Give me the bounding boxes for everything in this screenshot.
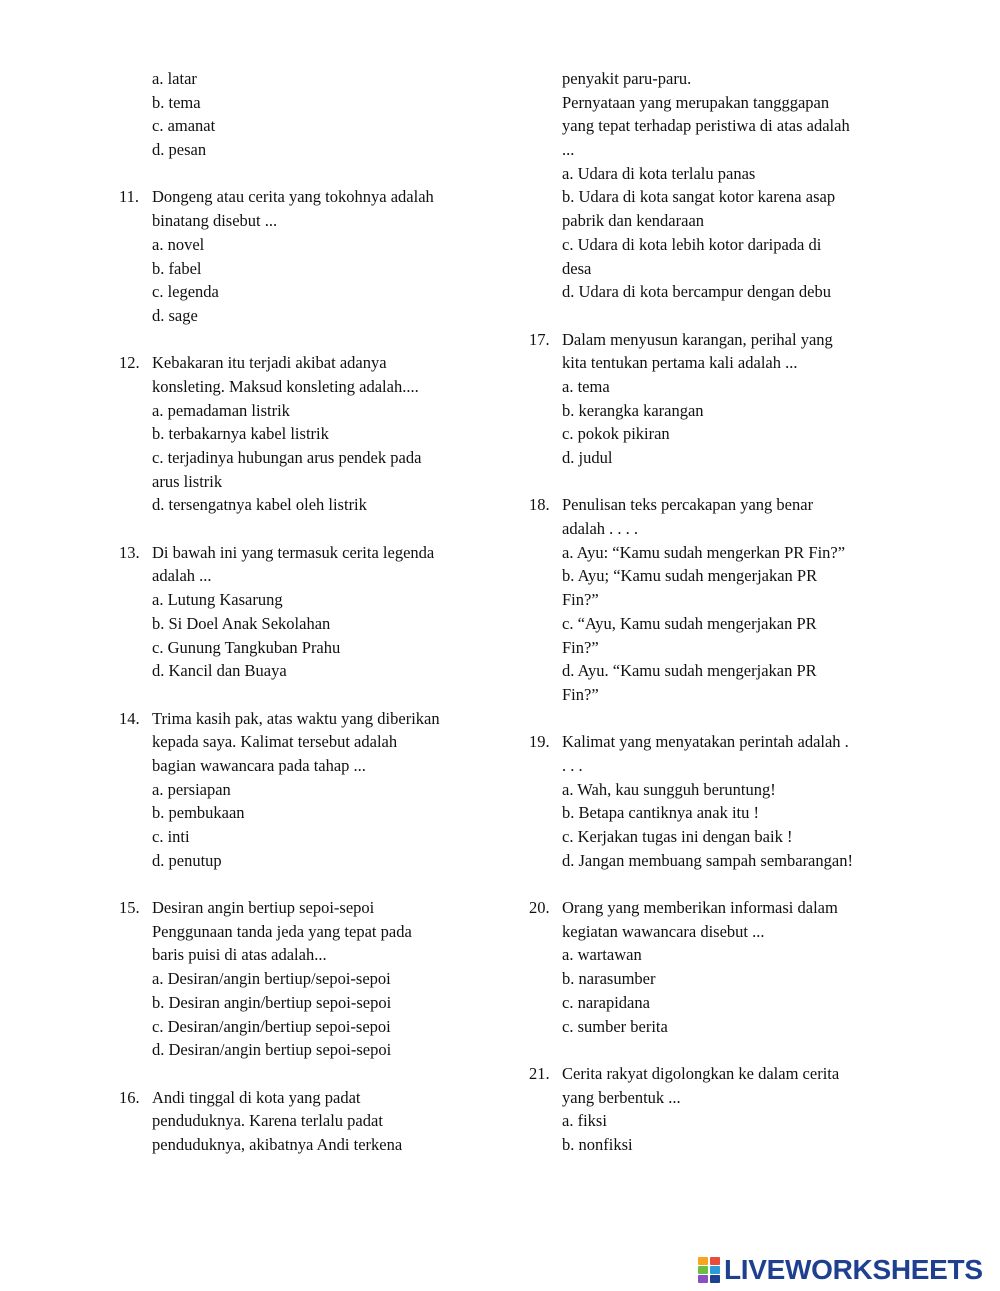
text-line: binatang disebut ... xyxy=(152,211,278,231)
question-stem xyxy=(529,896,909,920)
answer-option: b. Desiran angin/bertiup sepoi-sepoi xyxy=(152,992,392,1012)
text-line: konsleting. Maksud konsleting adalah.... xyxy=(152,376,419,396)
question-text: Orang yang memberikan informasi dalam xyxy=(562,898,838,918)
text-line: penduduknya, akibatnya Andi terkena xyxy=(152,1134,403,1154)
question-number: 18. xyxy=(529,495,550,515)
answer-option: d. tersengatnya kabel oleh listrik xyxy=(152,495,367,515)
answer-option: c. pokok pikiran xyxy=(562,424,670,444)
answer-option: c. “Ayu, Kamu sudah mengerjakan PR xyxy=(562,613,817,633)
text-line: adalah ... xyxy=(152,566,212,586)
text-line: Pernyataan yang merupakan tangggapan xyxy=(562,92,830,112)
answer-option: a. tema xyxy=(562,376,610,396)
spacer xyxy=(529,304,909,328)
text-line: kita tentukan pertama kali adalah ... xyxy=(562,353,798,373)
liveworksheets-logo[interactable] xyxy=(698,1255,983,1285)
question-stem xyxy=(529,328,909,352)
answer-option: c. terjadinya hubungan arus pendek pada xyxy=(152,448,422,467)
question-number: 13. xyxy=(119,542,140,562)
spacer xyxy=(529,707,909,731)
question-stem xyxy=(529,1062,909,1086)
liveworksheets-logo-icon xyxy=(698,1257,722,1283)
question-number: 21. xyxy=(529,1063,550,1083)
answer-option: b. narasumber xyxy=(562,969,656,989)
question-stem xyxy=(119,351,499,375)
question-text: Kalimat yang menyatakan perintah adalah . xyxy=(562,732,849,752)
spacer xyxy=(119,683,499,707)
text-line: desa xyxy=(562,258,592,278)
text-line: kepada saya. Kalimat tersebut adalah xyxy=(152,732,398,752)
text-line: Penggunaan tanda jeda yang tepat pada xyxy=(152,921,412,941)
text-line: kegiatan wawancara disebut ... xyxy=(562,921,765,941)
text-line: bagian wawancara pada tahap ... xyxy=(152,755,366,775)
question-number: 12. xyxy=(119,353,140,373)
answer-option: b. fabel xyxy=(152,258,202,278)
text-line: ... xyxy=(562,140,575,160)
spacer xyxy=(119,1062,499,1086)
answer-option: a. Lutung Kasarung xyxy=(152,590,283,610)
answer-option: a. Desiran/angin bertiup/sepoi-sepoi xyxy=(152,969,391,989)
spacer xyxy=(119,872,499,896)
right-column xyxy=(529,67,909,1157)
left-column xyxy=(119,67,499,1157)
answer-option: b. pembukaan xyxy=(152,803,245,823)
spacer xyxy=(119,328,499,352)
question-text: Trima kasih pak, atas waktu yang diberikan xyxy=(152,708,440,728)
text-line: penduduknya. Karena terlalu padat xyxy=(152,1111,383,1131)
question-number: 16. xyxy=(119,1087,140,1107)
spacer xyxy=(529,1038,909,1062)
answer-option: c. Udara di kota lebih kotor daripada di xyxy=(562,234,822,254)
answer-option: d. Desiran/angin bertiup sepoi-sepoi xyxy=(152,1040,392,1060)
question-stem xyxy=(529,493,909,517)
liveworksheets-wordmark: LIVEWORKSHEETS xyxy=(724,1254,983,1285)
question-number: 19. xyxy=(529,732,550,752)
text-line: adalah . . . . xyxy=(562,519,639,539)
answer-option: c. amanat xyxy=(152,116,216,136)
answer-option: c. legenda xyxy=(152,282,219,302)
question-number: 17. xyxy=(529,329,550,349)
question-text: Di bawah ini yang termasuk cerita legenda xyxy=(152,542,435,562)
question-text: Dongeng atau cerita yang tokohnya adalah xyxy=(152,187,434,207)
answer-option: c. Desiran/angin/bertiup sepoi-sepoi xyxy=(152,1016,391,1036)
text-line: arus listrik xyxy=(152,471,223,491)
answer-option: d. Jangan membuang sampah sembarangan! xyxy=(562,850,853,870)
spacer xyxy=(119,517,499,541)
answer-option: b. Ayu; “Kamu sudah mengerjakan PR xyxy=(562,566,818,586)
answer-option: d. sage xyxy=(152,305,198,325)
answer-option: c. Gunung Tangkuban Prahu xyxy=(152,637,341,657)
answer-option: c. Kerjakan tugas ini dengan baik ! xyxy=(562,827,793,846)
question-number: 14. xyxy=(119,708,140,728)
answer-option: b. nonfiksi xyxy=(562,1134,633,1154)
text-line: Fin?” xyxy=(562,684,599,704)
answer-option: b. Betapa cantiknya anak itu ! xyxy=(562,803,760,823)
answer-option: a. Ayu: “Kamu sudah mengerkan PR Fin?” xyxy=(562,542,846,562)
question-number: 20. xyxy=(529,898,550,918)
question-text: Desiran angin bertiup sepoi-sepoi xyxy=(152,898,375,918)
text-line: baris puisi di atas adalah... xyxy=(152,945,327,965)
answer-option: b. tema xyxy=(152,92,201,112)
question-text: Kebakaran itu terjadi akibat adanya xyxy=(152,353,387,373)
question-stem xyxy=(119,541,499,565)
question-text: Cerita rakyat digolongkan ke dalam cerita xyxy=(562,1063,840,1083)
answer-option: a. persiapan xyxy=(152,779,231,799)
answer-option: d. Kancil dan Buaya xyxy=(152,661,287,681)
answer-option: d. Udara di kota bercampur dengan debu xyxy=(562,282,831,302)
text-line: Fin?” xyxy=(562,590,599,610)
answer-option: d. penutup xyxy=(152,850,222,870)
question-text: Dalam menyusun karangan, perihal yang xyxy=(562,329,833,349)
answer-option: a. novel xyxy=(152,234,205,254)
answer-option: a. Wah, kau sungguh beruntung! xyxy=(562,779,776,799)
answer-option: c. inti xyxy=(152,827,190,846)
question-stem xyxy=(119,185,499,209)
answer-option: a. wartawan xyxy=(562,945,642,965)
text-line: yang berbentuk ... xyxy=(562,1087,681,1107)
answer-option: b. terbakarnya kabel listrik xyxy=(152,424,329,444)
text-line: yang tepat terhadap peristiwa di atas adalah xyxy=(562,116,850,136)
question-text: Andi tinggal di kota yang padat xyxy=(152,1087,361,1107)
answer-option: d. judul xyxy=(562,448,613,467)
answer-option: d. Ayu. “Kamu sudah mengerjakan PR xyxy=(562,661,817,681)
answer-option: b. Si Doel Anak Sekolahan xyxy=(152,613,331,633)
answer-option: c. sumber berita xyxy=(562,1016,668,1036)
answer-option: d. pesan xyxy=(152,140,207,160)
spacer xyxy=(529,470,909,494)
question-number: 11. xyxy=(119,187,140,207)
spacer xyxy=(119,162,499,186)
text-line: pabrik dan kendaraan xyxy=(562,211,705,231)
answer-option: b. kerangka karangan xyxy=(562,400,704,420)
spacer xyxy=(529,872,909,896)
answer-option: a. latar xyxy=(152,69,197,88)
answer-option: a. Udara di kota terlalu panas xyxy=(562,163,756,183)
answer-option: b. Udara di kota sangat kotor karena asap xyxy=(562,187,836,207)
question-stem xyxy=(119,707,499,731)
answer-option: a. pemadaman listrik xyxy=(152,400,290,420)
question-text: Penulisan teks percakapan yang benar xyxy=(562,495,814,515)
text-line: Fin?” xyxy=(562,637,599,657)
answer-option: a. fiksi xyxy=(562,1111,607,1131)
question-stem xyxy=(119,1086,499,1110)
text-line: penyakit paru-paru. xyxy=(562,69,692,88)
answer-option: c. narapidana xyxy=(562,992,650,1012)
text-line: . . . xyxy=(562,755,583,775)
question-stem xyxy=(529,730,909,754)
question-number: 15. xyxy=(119,898,140,918)
question-stem xyxy=(119,896,499,920)
